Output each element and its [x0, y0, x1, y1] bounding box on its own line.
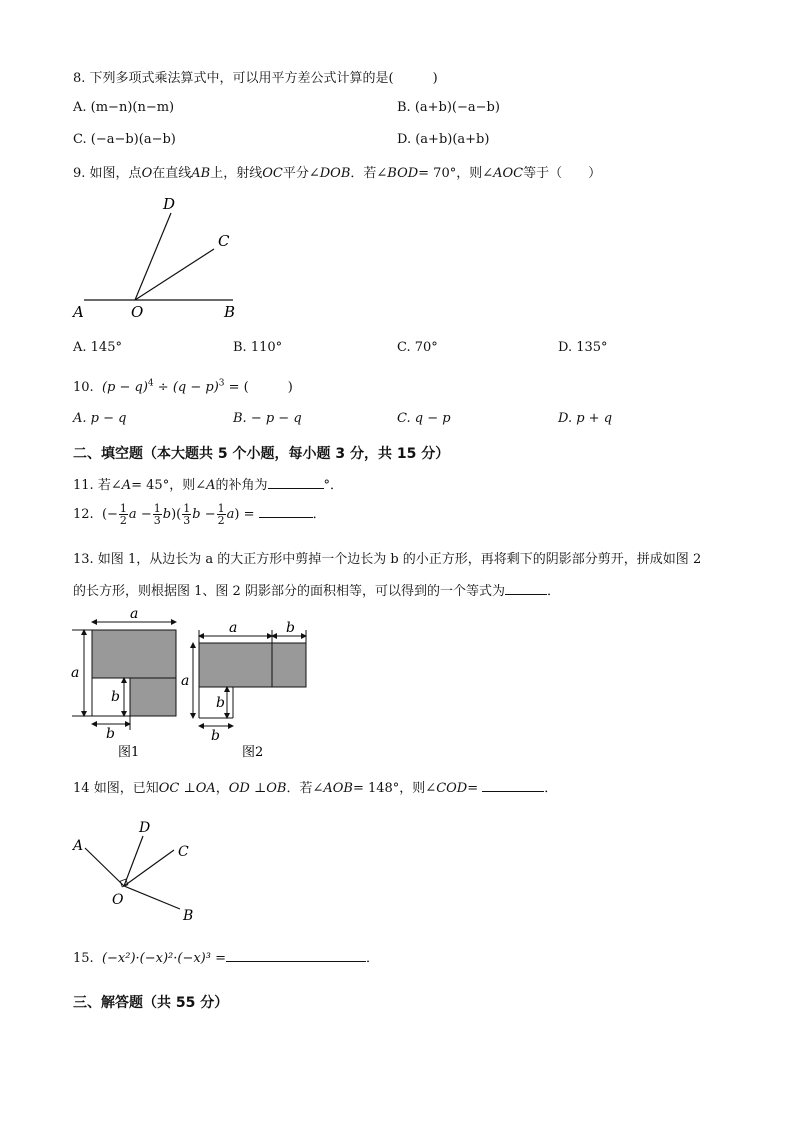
q8-option-a: A. (m−n)(n−m)	[73, 100, 175, 115]
label-c: C	[178, 844, 189, 860]
label-d: D	[163, 195, 176, 213]
q8-stem: 8. 下列多项式乘法算式中，可以用平方差公式计算的是( )	[73, 71, 438, 86]
q10-option-a: A. p − q	[73, 411, 127, 426]
q10-option-b: B. − p − q	[233, 411, 302, 426]
label-o: O	[131, 303, 144, 321]
svg-text:b: b	[106, 726, 115, 742]
label-d: D	[139, 820, 151, 836]
svg-text:a: a	[130, 606, 139, 622]
q11-stem: 11. 若∠A= 45°，则∠A的补角为 °．	[73, 478, 344, 493]
q13-line-1: 13. 如图 1，从边长为 a 的大正方形中剪掉一个边长为 b 的小正方形，再将剩下的阴影部分剪开，拼成如图 2	[73, 552, 702, 567]
q10-option-d: D. p + q	[558, 411, 613, 426]
q8-option-c: C. (−a−b)(a−b)	[73, 132, 176, 147]
label-a: A	[73, 838, 84, 854]
q9-stem: 9. 如图，点O在直线AB上，射线OC平分∠DOB．若∠BOD= 70°，则∠AOC等于（ ）	[73, 166, 602, 181]
label-b: B	[183, 908, 194, 924]
svg-text:b: b	[286, 620, 295, 636]
ray-oa	[85, 848, 124, 886]
svg-text:a: a	[181, 673, 190, 689]
q10-option-c: C. q − p	[397, 411, 451, 426]
fig2-caption: 图2	[242, 745, 264, 760]
ray-oc	[124, 850, 174, 886]
section-3-heading: 三、解答题（共 55 分）	[73, 995, 229, 1011]
q8-option-d: D. (a+b)(a+b)	[397, 132, 490, 147]
q15-answer-blank	[226, 949, 366, 962]
q9-option-b: B. 110°	[233, 340, 283, 355]
q13-line-2: 的长方形，则根据图 1、图 2 阴影部分的面积相等，可以得到的一个等式为 ．	[73, 584, 560, 599]
q9-option-d: D. 135°	[558, 340, 608, 355]
ray-ob	[124, 886, 180, 909]
svg-text:a: a	[71, 665, 80, 681]
svg-text:b: b	[111, 689, 120, 705]
q15-stem: 15. (−x²)·(−x)²·(−x)³ = ．	[73, 951, 379, 966]
svg-text:b: b	[211, 728, 220, 744]
svg-text:a: a	[229, 620, 238, 636]
section-2-heading: 二、填空题（本大题共 5 个小题，每小题 3 分，共 15 分）	[73, 446, 450, 462]
label-c: C	[218, 232, 230, 250]
q9-option-c: C. 70°	[397, 340, 438, 355]
fraction: $\frac{1}{2}$	[119, 502, 127, 527]
fraction: $\frac{1}{3}$	[153, 502, 161, 527]
q14-stem: 14 如图，已知OC ⊥OA，OD ⊥OB．若∠AOB= 148°，则∠COD= ．	[73, 781, 558, 796]
fraction: $\frac{1}{3}$	[183, 502, 191, 527]
svg-text:b: b	[216, 695, 225, 711]
label-o: O	[112, 892, 124, 908]
q12-stem: 12. (− $\frac{1}{2}$ a − $\frac{1}{3}$ b)( $\frac{1}{3}$ b − $\frac{1}{2}$ a) = ．	[73, 502, 326, 527]
label-a: A	[73, 303, 84, 321]
q10-stem: 10. $(p - q)^4 \div (q - p)^3$ = ( )	[73, 378, 293, 395]
q8-option-b: B. (a+b)(−a−b)	[397, 100, 500, 115]
fraction: $\frac{1}{2}$	[217, 502, 225, 527]
label-b: B	[224, 303, 236, 321]
q9-option-a: A. 145°	[73, 340, 122, 355]
fig1-caption: 图1	[118, 745, 140, 760]
